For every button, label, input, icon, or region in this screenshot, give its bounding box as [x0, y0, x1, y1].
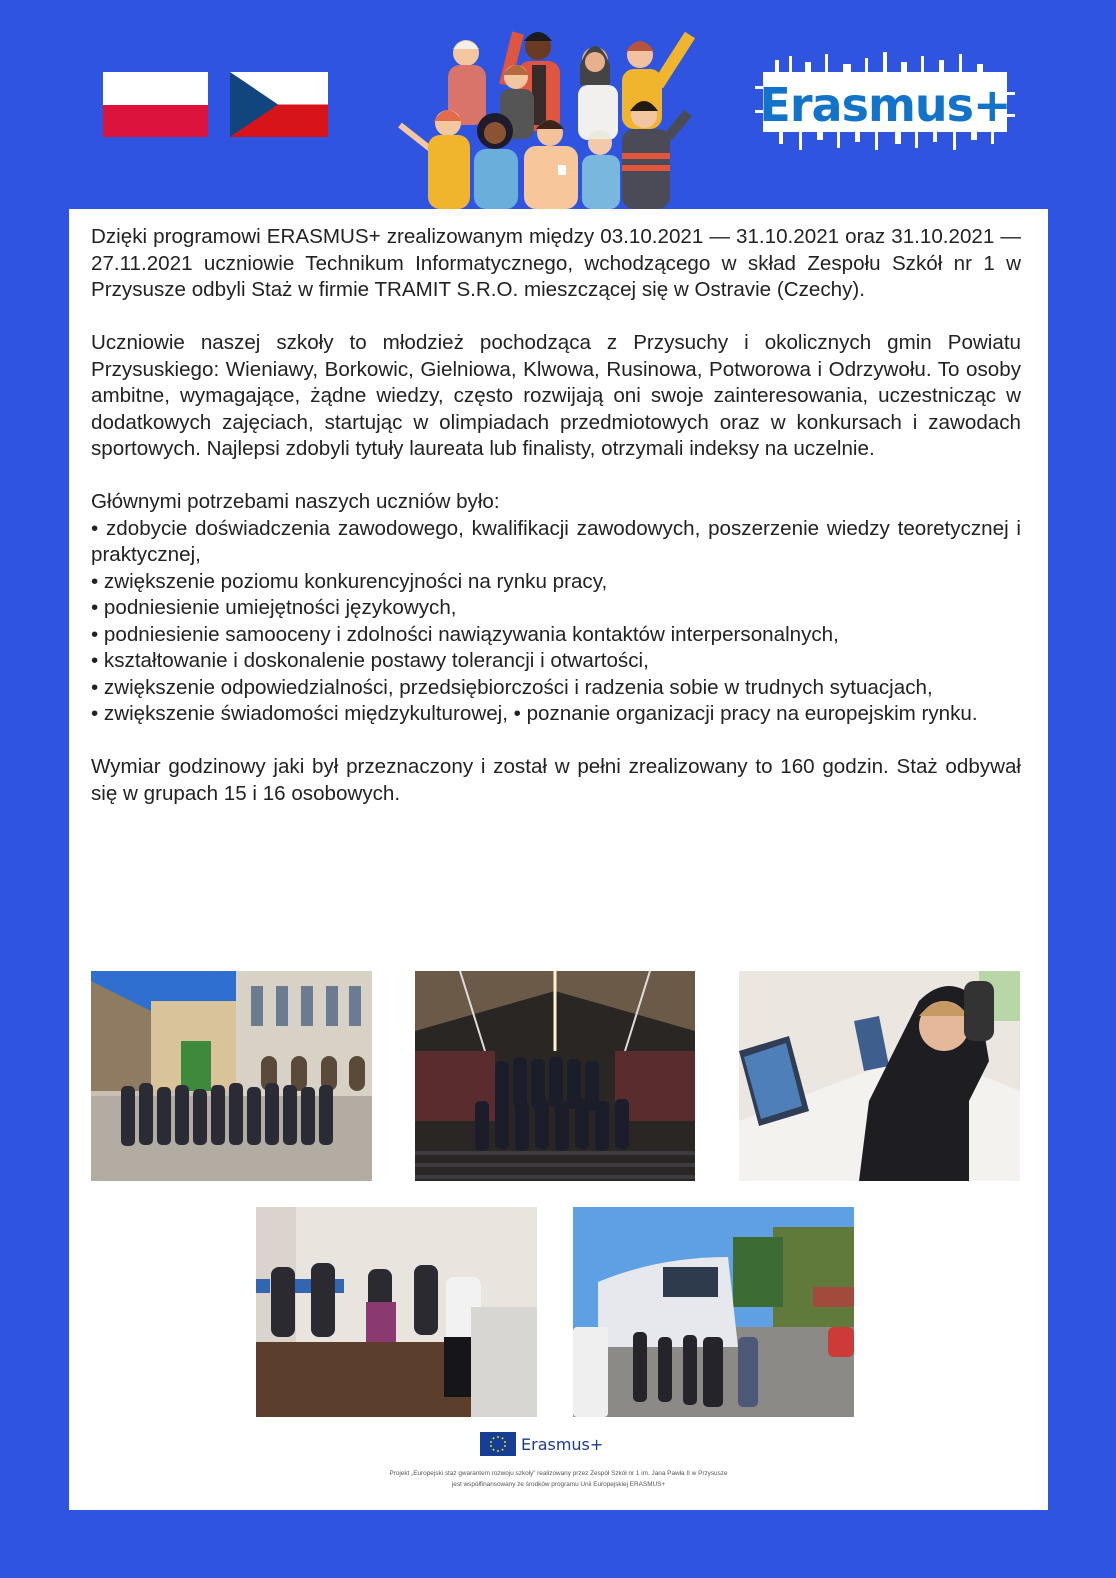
- needs-list-item: • zwiększenie odpowiedzialności, przedsiębiorczości i radzenia sobie w trudnych sytuacjach,: [91, 675, 933, 699]
- eu-flag-icon: [480, 1432, 516, 1456]
- needs-list-item: • podniesienie samooceny i zdolności nawiązywania kontaktów interpersonalnych,: [91, 622, 839, 646]
- hours-paragraph: Wymiar godzinowy jaki był przeznaczony i został w pełni zrealizowany to 160 godzin. Staż odbywał się w grupach 15 i 16 osobowych.: [91, 755, 1021, 805]
- footer-funding-note: [269, 1468, 848, 1490]
- needs-list-item: • kształtowanie i doskonalenie postawy tolerancji i otwartości,: [91, 649, 649, 672]
- footer-line-2: jest współfinansowany ze środków programu Unii Europejskiej ERASMUS+: [451, 1481, 666, 1488]
- czech-flag: [230, 72, 328, 137]
- intro-first-letter: D: [91, 225, 106, 248]
- needs-intro: Głównymi potrzebami naszych uczniów było:: [91, 490, 500, 513]
- needs-list: [91, 516, 1021, 728]
- flag-white-stripe: [103, 72, 208, 105]
- needs-list-item: • zwiększenie świadomości międzykulturowej, • poznanie organizacji pracy na europejskim rynku.: [91, 702, 978, 725]
- photo-computer-room: [256, 1207, 537, 1417]
- needs-list-item: • podniesienie umiejętności językowych,: [91, 596, 457, 619]
- photo-group-city-hall: [91, 971, 372, 1181]
- intro-text: zięki programowi ERASMUS+ zrealizowanym między 03.10.2021 — 31.10.2021 oraz 31.10.2021 — 27.11.2021 uczniowie Technikum Informatycznego, wchodzącego w skład Zespołu Szkół nr 1 w Przysusze odbyli Staż w firmie TRAMIT S.R.O. mieszczącej się w Ostravie (Czechy).: [91, 225, 1021, 301]
- photo-group-stairs-night: [415, 971, 695, 1181]
- photo-bus-boarding: [573, 1207, 854, 1417]
- students-paragraph: Uczniowie naszej szkoły to młodzież pochodząca z Przysuchy i okolicznych gmin Powiatu Przysuskiego: Wieniawy, Borkowic, Gielniowa, Klwowa, Rusinowa, Potworowa i Odrzywołu. To osoby ambitne, wymagające, żądne wiedzy, często rozwijają oni swoje zainteresowania, uczestnicząc w dodatkowych zajęciach, startując w olimpiadach przedmiotowych oraz w konkursach i zawodach sportowych. Najlepsi zdobyli tytuły laureata lub finalisty, otrzymali indeksy na uczelnie.: [91, 331, 1021, 460]
- people-illustration: [390, 25, 700, 209]
- article-body: [91, 224, 1021, 834]
- poland-flag: [103, 72, 208, 137]
- intro-paragraph: [91, 224, 1021, 304]
- content-panel: [69, 209, 1048, 1510]
- photo-student-laptop: [739, 971, 1020, 1181]
- footer-line-1: Projekt „Europejski staż gwarantem rozwoju szkoły” realizowany przez Zespół Szkół nr 1 im. Jana Pawła II w Przysusze: [389, 1470, 728, 1477]
- erasmus-logo-text: Erasmus+: [759, 78, 1011, 132]
- erasmus-plus-logo: [755, 52, 1015, 152]
- flag-red-stripe: [103, 105, 208, 138]
- footer-logo-text: Erasmus+: [521, 1434, 604, 1454]
- needs-list-item: • zwiększenie poziomu konkurencyjności na rynku pracy,: [91, 569, 608, 593]
- footer-erasmus-logo: [480, 1432, 603, 1456]
- needs-list-item: • zdobycie doświadczenia zawodowego, kwalifikacji zawodowych, poszerzenie wiedzy teoretycznej i praktycznej,: [91, 516, 1021, 566]
